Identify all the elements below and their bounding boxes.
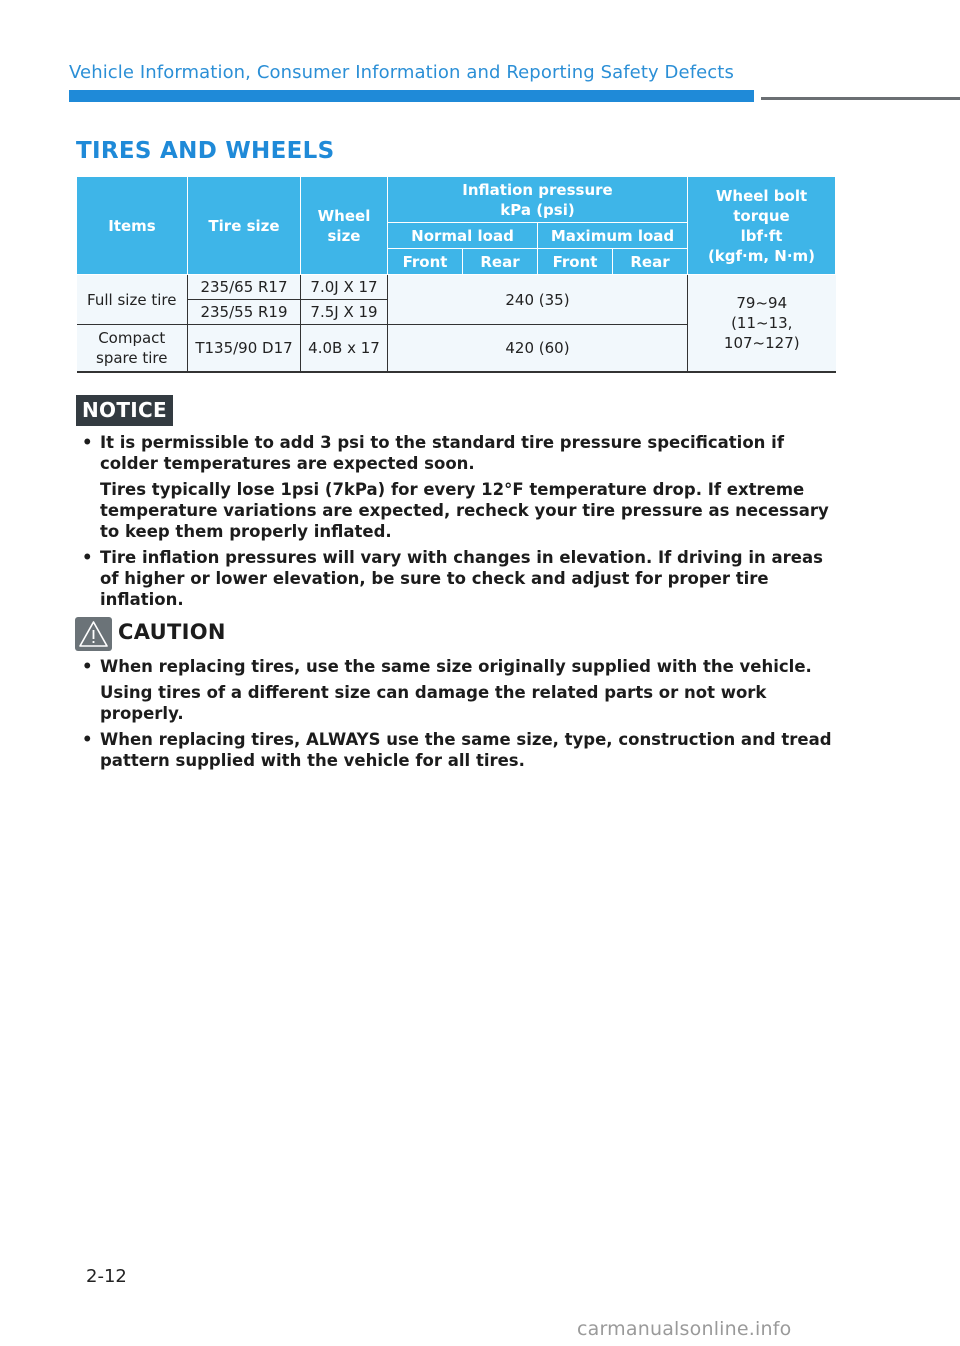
tire-spec-table [76, 176, 836, 373]
caution-text: When replacing tires, use the same size originally supplied with the vehicle. [100, 657, 812, 676]
notice-badge: NOTICE [76, 395, 173, 426]
header-front: Front [388, 249, 463, 275]
cell-wheel-bolt-torque [688, 275, 836, 372]
header-inflation-pressure [388, 177, 688, 223]
bullet-dot-icon: • [82, 657, 93, 676]
header-title: Vehicle Information, Consumer Information and Reporting Safety Defects [69, 62, 734, 83]
header-torque-line: torque [733, 206, 790, 225]
caution-label: CAUTION [118, 620, 226, 644]
cell-pressure-full-size: 240 (35) [388, 275, 688, 325]
list-item [82, 656, 842, 724]
header-tire-size: Tire size [188, 177, 301, 275]
header-rear: Rear [463, 249, 538, 275]
torque-value-line: 79~94 [736, 293, 788, 312]
header-items: Items [77, 177, 188, 275]
header-wheel-size [301, 177, 388, 275]
cell-wheel-size: 7.5J X 19 [301, 300, 388, 325]
header-wheel-size-line: Wheel [317, 206, 371, 225]
compact-spare-line: Compact [98, 328, 166, 347]
header-inflation-line: Inflation pressure [462, 180, 613, 199]
compact-spare-line: spare tire [96, 348, 168, 367]
notice-list [82, 432, 842, 615]
cell-tire-size: 235/55 R19 [188, 300, 301, 325]
bullet-dot-icon: • [82, 730, 93, 749]
cell-compact-spare-tire [77, 325, 188, 372]
notice-text: It is permissible to add 3 psi to the standard tire pressure specification if colder temperatures are expected soon. [100, 433, 784, 473]
cell-tire-size: T135/90 D17 [188, 325, 301, 372]
caution-list [82, 656, 842, 776]
list-item [82, 729, 842, 771]
notice-text-extra: Tires typically lose 1psi (7kPa) for every 12°F temperature drop. If extreme temperature variations are expected, recheck your tire pressure as necessary to keep them properly inflated. [100, 480, 829, 541]
header-wheel-size-line: size [327, 226, 361, 245]
header-torque-line: Wheel bolt [715, 186, 808, 205]
caution-text: When replacing tires, ALWAYS use the same size, type, construction and tread pattern supplied with the vehicle for all tires. [100, 730, 832, 770]
header-torque-line: (kgf·m, N·m) [707, 246, 816, 265]
header-accent-bar [69, 90, 754, 102]
list-item [82, 432, 842, 542]
header-maximum-load: Maximum load [538, 223, 688, 249]
page-number: 2-12 [86, 1266, 127, 1287]
section-title: TIRES AND WHEELS [76, 138, 335, 164]
bullet-dot-icon: • [82, 433, 93, 452]
cell-pressure-compact: 420 (60) [388, 325, 688, 372]
bullet-dot-icon: • [82, 548, 93, 567]
list-item [82, 547, 842, 610]
header-wheel-bolt-torque [688, 177, 836, 275]
warning-triangle-icon [75, 617, 112, 651]
header-torque-line: lbf·ft [740, 226, 783, 245]
cell-wheel-size: 4.0B x 17 [301, 325, 388, 372]
caution-text-extra: Using tires of a different size can damage the related parts or not work properly. [100, 683, 767, 723]
cell-tire-size: 235/65 R17 [188, 275, 301, 300]
watermark: carmanualsonline.info [577, 1318, 792, 1340]
cell-wheel-size: 7.0J X 17 [301, 275, 388, 300]
header-inflation-line: kPa (psi) [500, 200, 575, 219]
notice-text: Tire inflation pressures will vary with changes in elevation. If driving in areas of higher or lower elevation, be sure to check and adjust for proper tire inflation. [100, 548, 823, 609]
torque-value-line: (11~13, 107~127) [723, 313, 800, 352]
header-front: Front [538, 249, 613, 275]
header-divider-line [761, 97, 960, 100]
header-normal-load: Normal load [388, 223, 538, 249]
header-rear: Rear [613, 249, 688, 275]
cell-full-size-tire: Full size tire [77, 275, 188, 325]
